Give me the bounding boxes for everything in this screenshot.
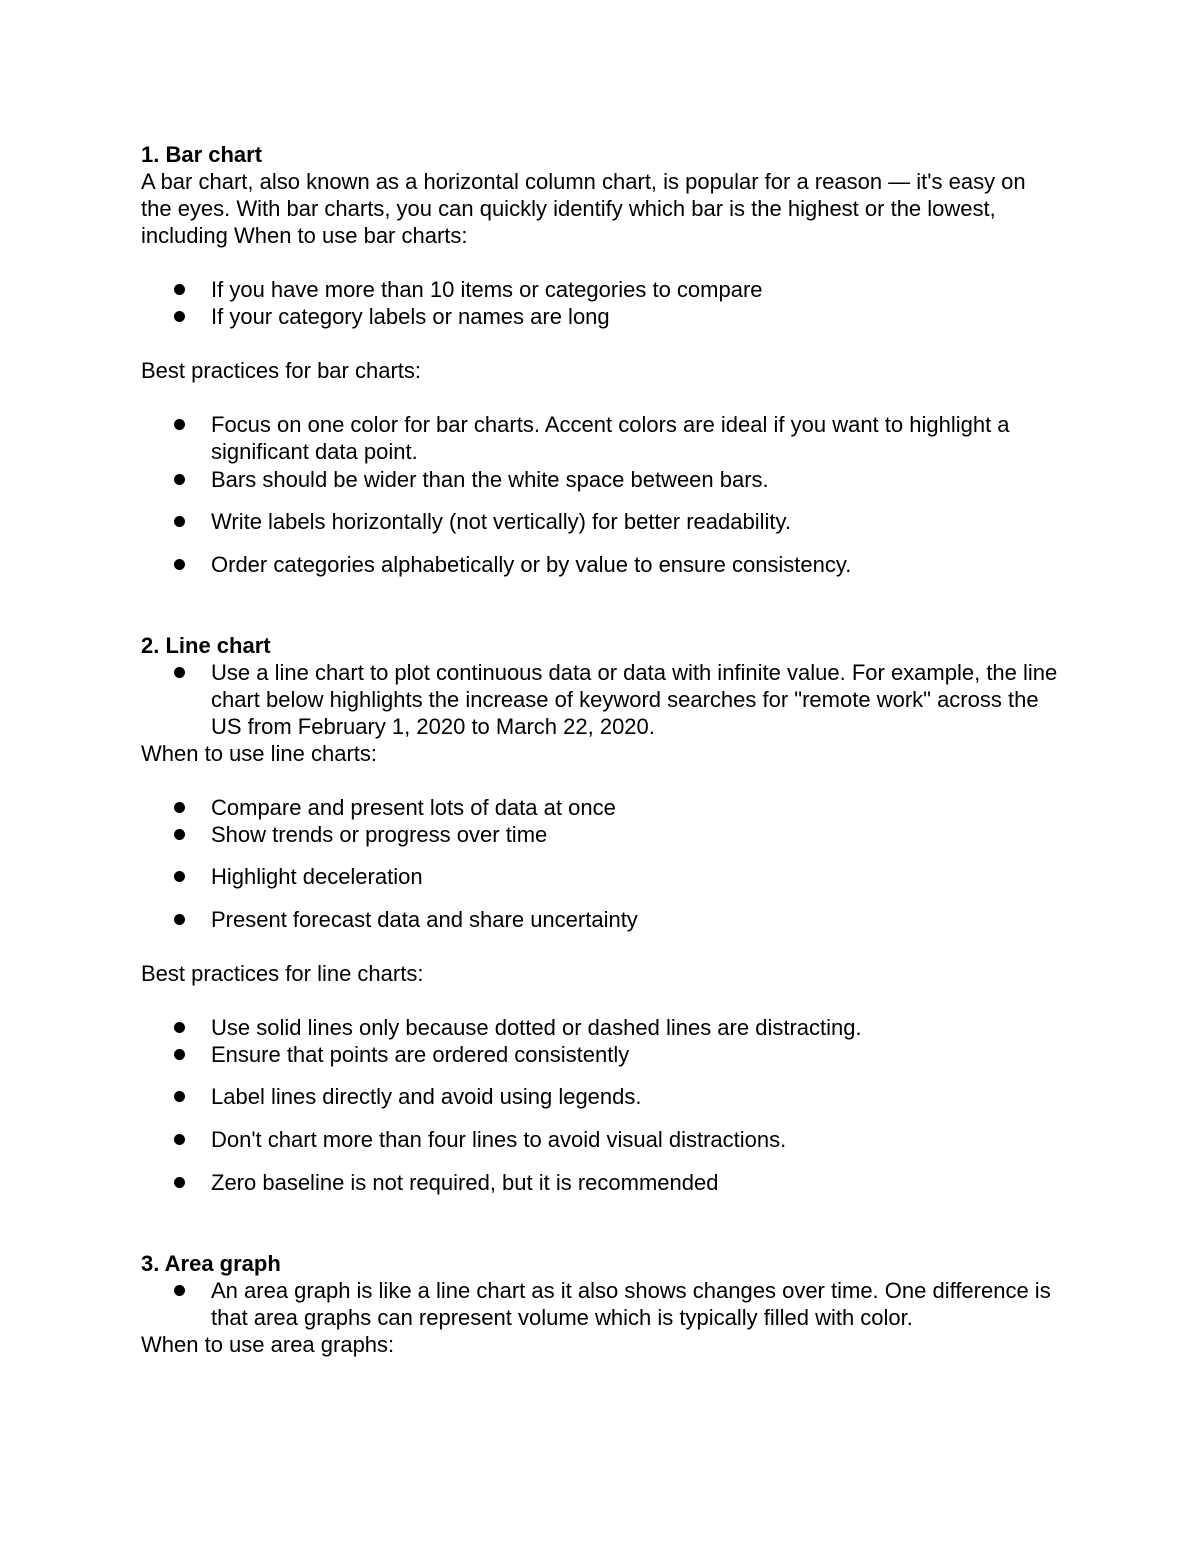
list-item: Focus on one color for bar charts. Accent colors are ideal if you want to highlight a significant data point. [141,411,1061,465]
list-item: Use solid lines only because dotted or dashed lines are distracting. [141,1014,1061,1041]
list-item: Order categories alphabetically or by value to ensure consistency. [141,551,1061,578]
list-item: Highlight deceleration [141,863,1061,890]
bullet-icon [174,311,185,322]
bullet-icon [174,1285,185,1296]
line-chart-best-label: Best practices for line charts: [141,961,424,986]
document-page [141,141,1061,1358]
list-item: Write labels horizontally (not vertically) for better readability. [141,508,1061,535]
line-chart-when-list [141,794,1061,933]
spacer [141,1196,1061,1250]
bar-chart-when-list [141,276,1061,330]
spacer [141,767,1061,794]
line-chart-intro-list [141,659,1061,740]
spacer [141,384,1061,411]
list-item: Compare and present lots of data at once [141,794,1061,821]
line-chart-best-list [141,1014,1061,1196]
list-item: Zero baseline is not required, but it is recommended [141,1169,1061,1196]
bullet-icon [174,1177,185,1188]
area-graph-when-label: When to use area graphs: [141,1332,395,1357]
list-item: If you have more than 10 items or categories to compare [141,276,1061,303]
area-graph-intro-list [141,1277,1061,1331]
bullet-icon [174,829,185,840]
bullet-icon [174,871,185,882]
spacer [141,578,1061,632]
bullet-icon [174,802,185,813]
bullet-icon [174,516,185,527]
bullet-icon [174,1091,185,1102]
list-item: Ensure that points are ordered consistently [141,1041,1061,1068]
list-item: If your category labels or names are long [141,303,1061,330]
spacer [141,330,1061,357]
list-item: Use a line chart to plot continuous data or data with infinite value. For example, the line chart below highlights the increase of keyword searches for "remote work" across the US from February 1, 2020 to March 22, 2020. [141,659,1061,740]
section-heading-bar-chart: 1. Bar chart [141,142,263,167]
bar-chart-intro: A bar chart, also known as a horizontal column chart, is popular for a reason — it's easy on the eyes. With bar charts, you can quickly identify which bar is the highest or the lowest, including When to use bar charts: [141,169,1026,248]
bullet-icon [174,559,185,570]
line-chart-when-label: When to use line charts: [141,741,378,766]
list-item: An area graph is like a line chart as it also shows changes over time. One difference is that area graphs can represent volume which is typically filled with color. [141,1277,1061,1331]
bullet-icon [174,1049,185,1060]
bullet-icon [174,667,185,678]
section-heading-line-chart: 2. Line chart [141,633,271,658]
bullet-icon [174,914,185,925]
spacer [141,249,1061,276]
list-item: Label lines directly and avoid using legends. [141,1083,1061,1110]
list-item: Don't chart more than four lines to avoid visual distractions. [141,1126,1061,1153]
bar-chart-best-label: Best practices for bar charts: [141,358,421,383]
spacer [141,933,1061,960]
list-item: Show trends or progress over time [141,821,1061,848]
bullet-icon [174,1134,185,1145]
list-item: Bars should be wider than the white space between bars. [141,466,1061,493]
bullet-icon [174,284,185,295]
spacer [141,987,1061,1014]
bullet-icon [174,419,185,430]
list-item: Present forecast data and share uncertainty [141,906,1061,933]
bullet-icon [174,1022,185,1033]
section-heading-area-graph: 3. Area graph [141,1251,281,1276]
bar-chart-best-list [141,411,1061,578]
bullet-icon [174,474,185,485]
